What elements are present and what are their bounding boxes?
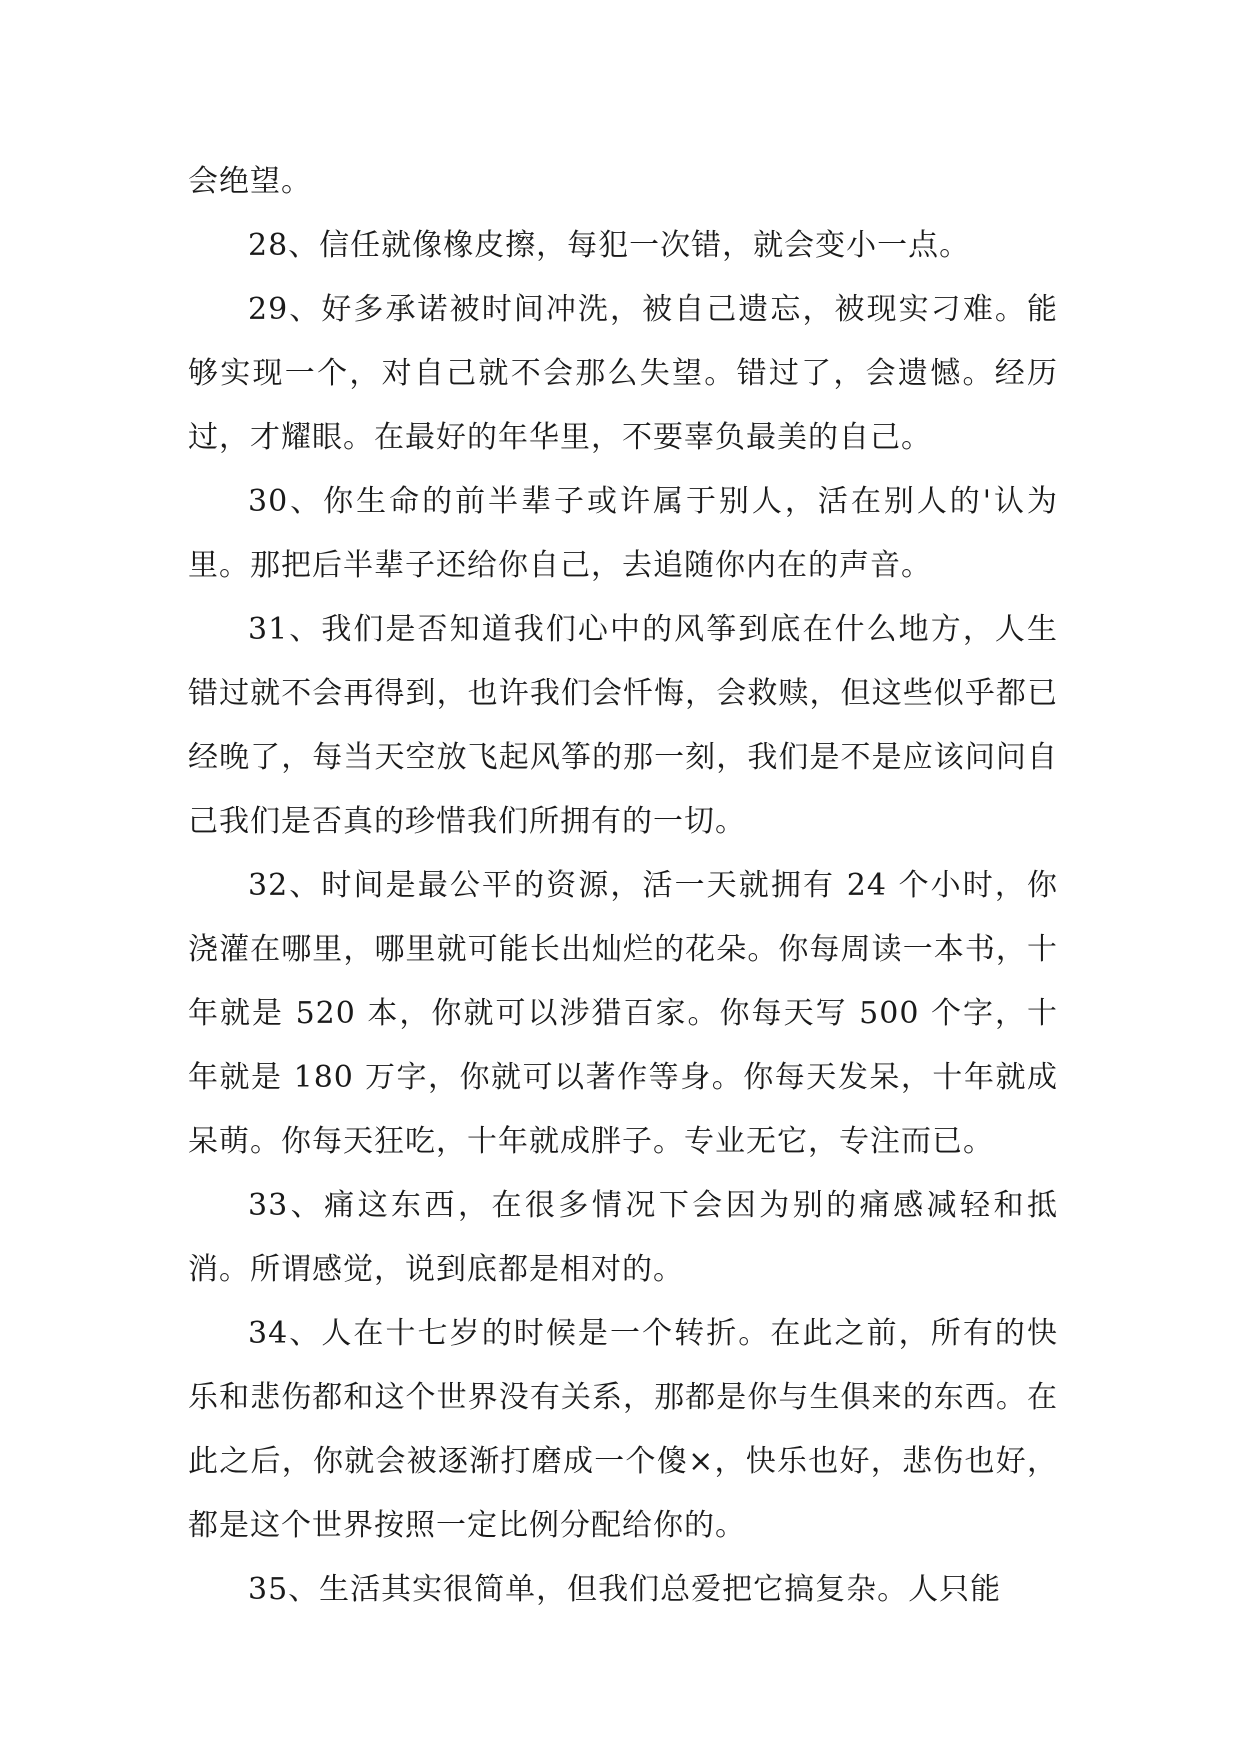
paragraph-31: 31、我们是否知道我们心中的风筝到底在什么地方，人生错过就不会再得到，也许我们会忏悔，会救赎，但这些似乎都已经晚了，每当天空放飞起风筝的那一刻，我们是不是应该问问自己我们是否真的珍惜我们所拥有的一切。 bbox=[188, 612, 1058, 839]
paragraph-34: 34、人在十七岁的时候是一个转折。在此之前，所有的快乐和悲伤都和这个世界没有关系，那都是你与生俱来的东西。在此之后，你就会被逐渐打磨成一个傻×，快乐也好，悲伤也好，都是这个世界按照一定比例分配给你的。 bbox=[188, 1316, 1058, 1543]
paragraph-28: 28、信任就像橡皮擦，每犯一次错，就会变小一点。 bbox=[248, 228, 971, 263]
paragraph-32: 32、时间是最公平的资源，活一天就拥有 24 个小时，你浇灌在哪里，哪里就可能长出灿烂的花朵。你每周读一本书，十年就是 520 本，你就可以涉猎百家。你每天写 500 个字，十年就是 180 万字，你就可以著作等身。你每天发呆，十年就成呆萌。你每天狂吃，十年就成胖子。专业无它，专注而已。 bbox=[188, 868, 1058, 1159]
paragraph-33: 33、痛这东西，在很多情况下会因为别的痛感减轻和抵消。所谓感觉，说到底都是相对的。 bbox=[188, 1188, 1058, 1287]
paragraph-29: 29、好多承诺被时间冲洗，被自己遗忘，被现实刁难。能够实现一个，对自己就不会那么失望。错过了，会遗憾。经历过，才耀眼。在最好的年华里，不要辜负最美的自己。 bbox=[188, 292, 1058, 455]
paragraph-35: 35、生活其实很简单，但我们总爱把它搞复杂。人只能 bbox=[248, 1572, 1002, 1607]
body-text bbox=[188, 150, 1058, 1622]
paragraph-30: 30、你生命的前半辈子或许属于别人，活在别人的'认为里。那把后半辈子还给你自己，去追随你内在的声音。 bbox=[188, 484, 1058, 583]
paragraph-continuation: 会绝望。 bbox=[188, 164, 312, 199]
